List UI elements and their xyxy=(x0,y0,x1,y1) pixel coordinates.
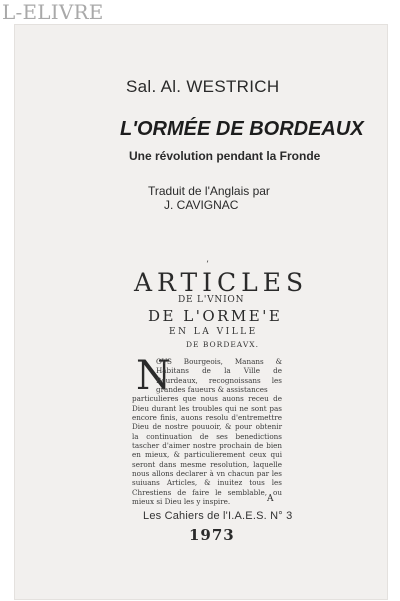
author-name: Sal. Al. WESTRICH xyxy=(126,77,280,96)
book-subtitle: Une révolution pendant la Fronde xyxy=(129,149,321,163)
facsimile-body-continued: particulieres que nous auons receu de Dieu durant les troubles qui ne sont pas encore finis, auons resolu d'entremettre Dieu de nostre pouuoir, & pour obtenir la continuation de ses benedictions tascher d'aimer nostre prochain de bien en mieux, & particulierement ceux qui seront dans mesme resolution, laquelle nous allons declarer à vn chacun par les suiuans Articles, & inuitez tous les Chrestiens de faire le semblable, ou mieux si Dieu les y inspire. xyxy=(132,394,282,507)
ornament-glyph: A xyxy=(267,494,274,504)
facsimile-body xyxy=(132,353,282,507)
facsimile-title: ARTICLES xyxy=(134,268,309,297)
translator-credit: Traduit de l'Anglais par xyxy=(148,184,270,198)
series-label: Les Cahiers de l'I.A.E.S. N° 3 xyxy=(143,510,293,522)
facsimile-body-text: OVS Bourgeois, Manans & Habitans de la Ville de Bourdeaux, recognoissans les grandes faueurs & assistances xyxy=(156,357,282,395)
translator-name: J. CAVIGNAC xyxy=(164,198,239,212)
publication-year: 1973 xyxy=(189,526,235,544)
title-mark: ʼ xyxy=(206,260,209,269)
book-title: L'ORMÉE DE BORDEAUX xyxy=(120,118,364,140)
drop-cap: N xyxy=(136,353,171,399)
facsimile-line-1: DE L'VNION xyxy=(178,295,245,305)
facsimile-line-4: DE BORDEAVX. xyxy=(186,340,259,349)
facsimile-line-3: EN LA VILLE xyxy=(169,327,258,337)
watermark-logo: L-ELIVRE xyxy=(2,0,104,24)
facsimile-line-2: DE L'ORME'E xyxy=(148,307,283,325)
book-cover xyxy=(14,24,388,600)
